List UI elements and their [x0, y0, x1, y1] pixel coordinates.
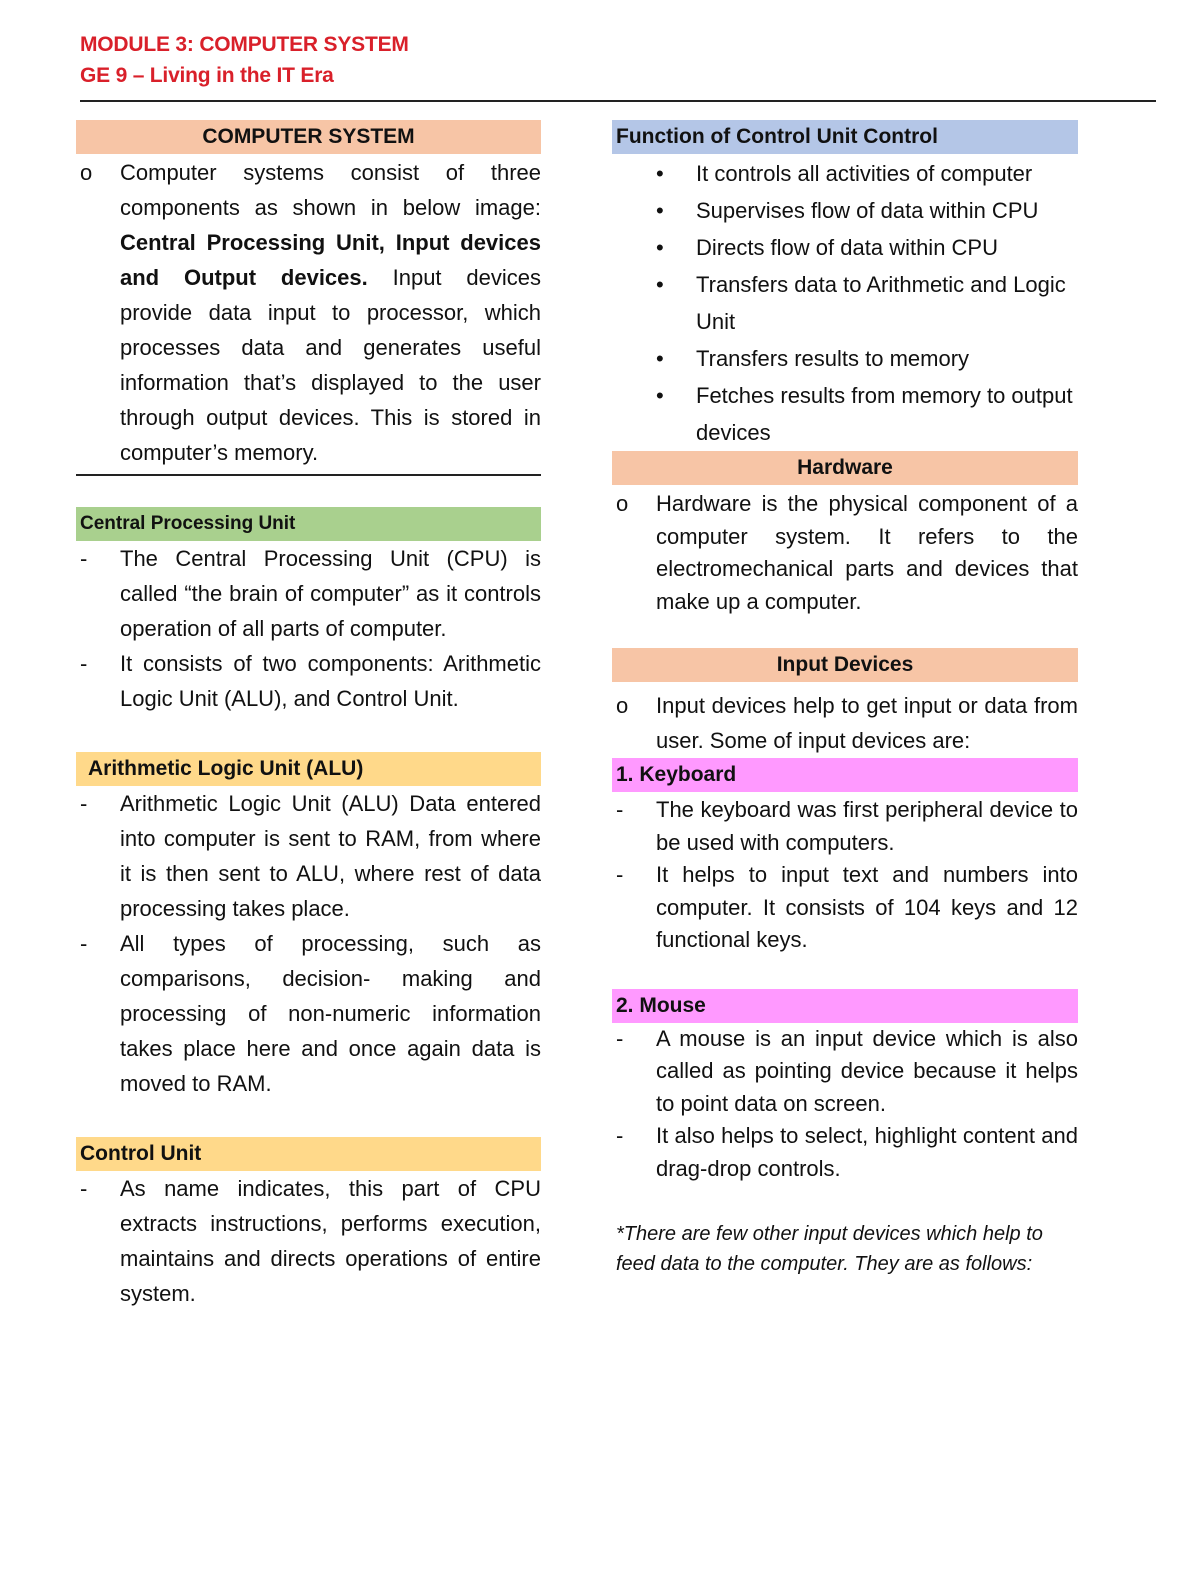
keyboard-heading: 1. Keyboard — [612, 758, 1078, 792]
cpu-heading: Central Processing Unit — [76, 507, 541, 541]
dash-bullet-icon: - — [80, 791, 88, 816]
function-control-heading: Function of Control Unit Control — [612, 120, 1078, 154]
circle-bullet-icon: o — [616, 491, 629, 516]
dot-bullet-icon: • — [656, 198, 664, 223]
list-item: • Transfers data to Arithmetic and Logic Unit — [612, 266, 1078, 340]
dash-bullet-icon: - — [80, 546, 88, 571]
list-item: - A mouse is an input device which is also called as pointing device because it helps to point data on screen. — [612, 1023, 1078, 1121]
list-item: - The Central Processing Unit (CPU) is called “the brain of computer” as it controls operation of all parts of computer. — [76, 541, 541, 646]
computer-system-text: o Computer systems consist of three components as shown in below image: Central Processing Unit, Input devices and Output devices. Input devices provide data input to processor, which processes data and generates useful information that’s displayed to the user through output devices. This is stored in computer’s memory. — [76, 155, 541, 470]
dash-bullet-icon: - — [80, 651, 88, 676]
list-item: • Transfers results to memory — [612, 340, 1078, 377]
list-item: - It also helps to select, highlight content and drag-drop controls. — [612, 1120, 1078, 1185]
list-item: - It consists of two components: Arithmetic Logic Unit (ALU), and Control Unit. — [76, 646, 541, 716]
list-item: • Fetches results from memory to output devices — [612, 377, 1078, 451]
dot-bullet-icon: • — [656, 235, 664, 260]
dash-bullet-icon: - — [616, 1123, 624, 1148]
input-devices-text: o Input devices help to get input or data from user. Some of input devices are: — [612, 688, 1078, 758]
left-column — [76, 120, 541, 1311]
list-item: • Directs flow of data within CPU — [612, 229, 1078, 266]
alu-heading: Arithmetic Logic Unit (ALU) — [76, 752, 541, 786]
header-divider — [80, 100, 1156, 102]
module-title: MODULE 3: COMPUTER SYSTEM — [80, 33, 409, 56]
dot-bullet-icon: • — [656, 346, 664, 371]
mouse-heading: 2. Mouse — [612, 989, 1078, 1023]
dash-bullet-icon: - — [616, 797, 624, 822]
list-item: - The keyboard was first peripheral device to be used with computers. — [612, 794, 1078, 859]
list-item: • It controls all activities of computer — [612, 155, 1078, 192]
dash-bullet-icon: - — [80, 1176, 88, 1201]
input-devices-note: *There are few other input devices which help to feed data to the computer. They are as follows: — [616, 1223, 1043, 1275]
dot-bullet-icon: • — [656, 272, 664, 297]
list-item: - Arithmetic Logic Unit (ALU) Data entered into computer is sent to RAM, from where it is then sent to ALU, where rest of data processing takes place. — [76, 786, 541, 926]
circle-bullet-icon: o — [616, 693, 629, 718]
list-item: - As name indicates, this part of CPU extracts instructions, performs execution, maintains and directs operations of entire system. — [76, 1171, 541, 1311]
section-divider — [76, 474, 541, 476]
input-devices-heading: Input Devices — [612, 648, 1078, 682]
computer-system-heading: COMPUTER SYSTEM — [76, 120, 541, 154]
list-item: - All types of processing, such as comparisons, decision- making and processing of non-numeric information takes place here and once again data is moved to RAM. — [76, 926, 541, 1101]
right-column — [612, 120, 1078, 1279]
dash-bullet-icon: - — [616, 1025, 624, 1051]
list-item: - It helps to input text and numbers into computer. It consists of 104 keys and 12 functional keys. — [612, 859, 1078, 957]
hardware-text: o Hardware is the physical component of a computer system. It refers to the electromechanical parts and devices that make up a computer. — [612, 488, 1078, 618]
hardware-heading: Hardware — [612, 451, 1078, 485]
dash-bullet-icon: - — [616, 862, 624, 887]
course-title: GE 9 – Living in the IT Era — [80, 64, 334, 87]
control-unit-heading: Control Unit — [76, 1137, 541, 1171]
list-item: • Supervises flow of data within CPU — [612, 192, 1078, 229]
dot-bullet-icon: • — [656, 383, 664, 408]
dash-bullet-icon: - — [80, 931, 88, 956]
dot-bullet-icon: • — [656, 161, 664, 186]
circle-bullet-icon: o — [80, 160, 93, 185]
